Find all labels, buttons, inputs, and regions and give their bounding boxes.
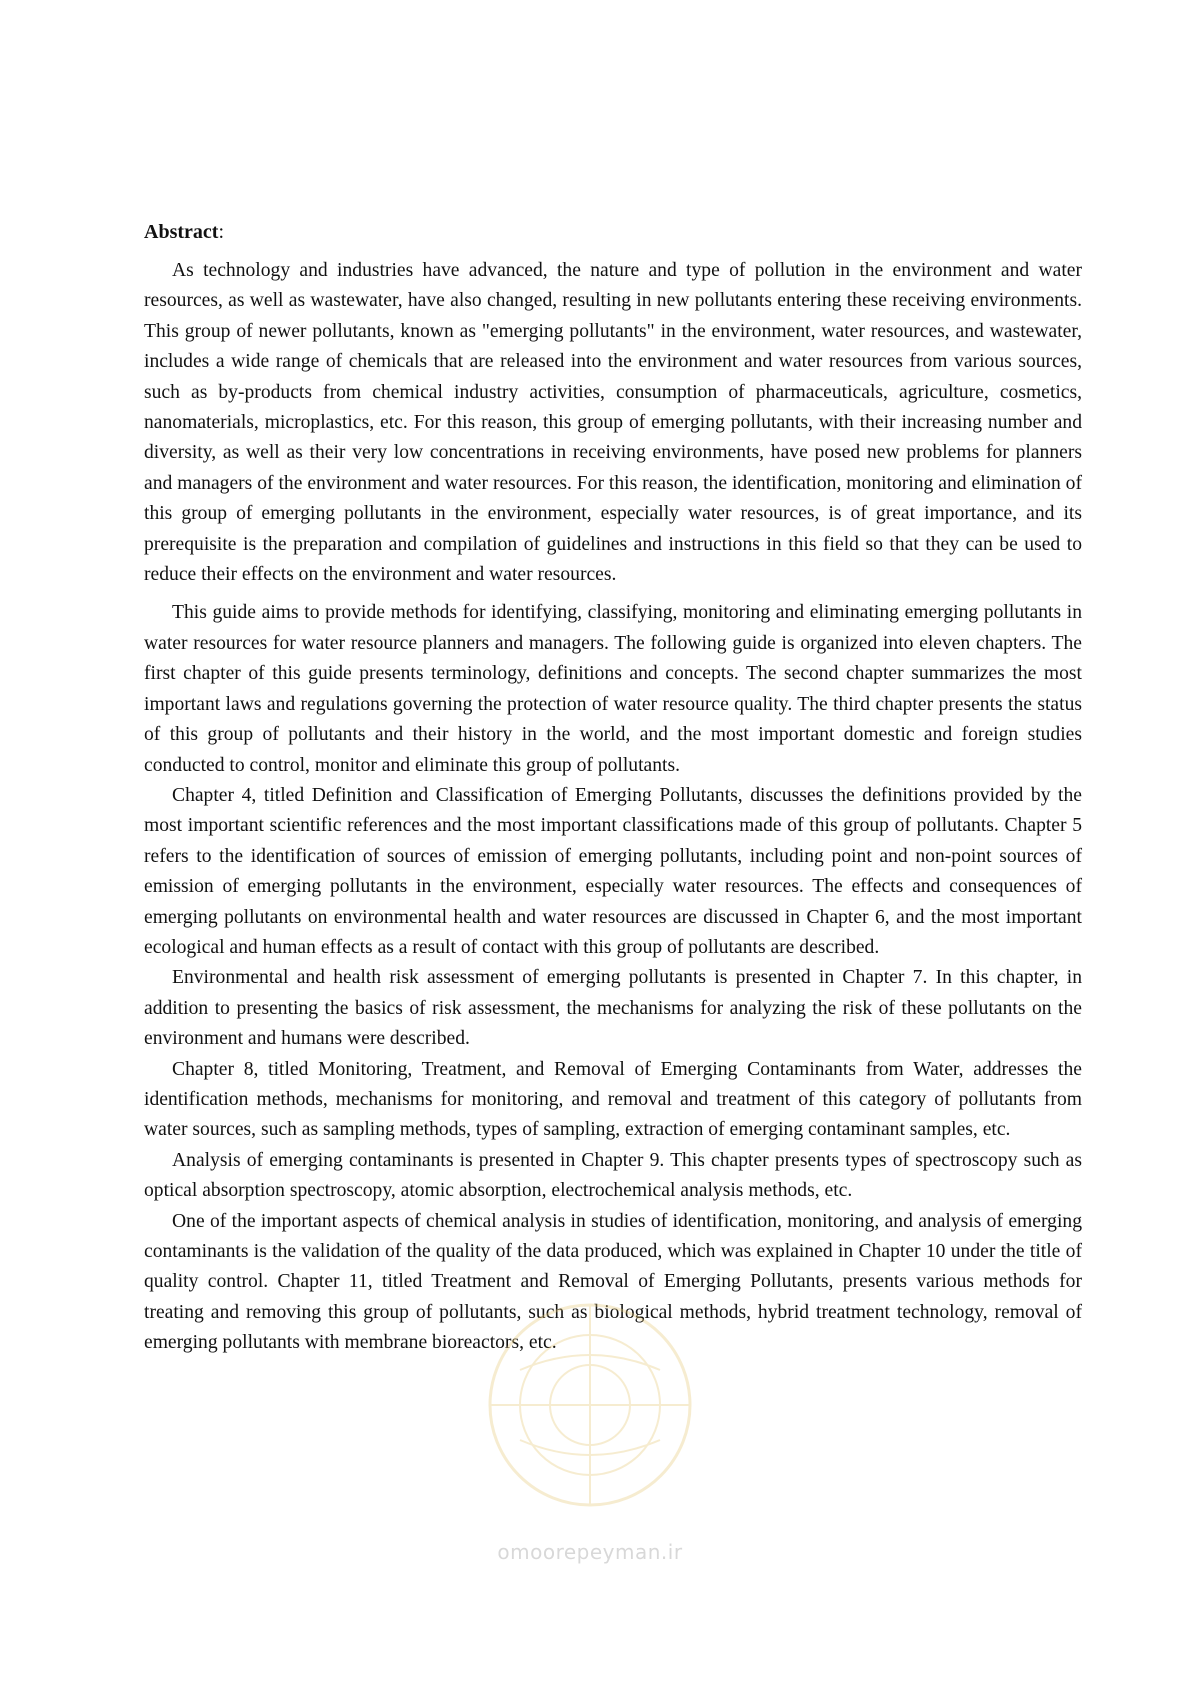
document-page	[144, 218, 1082, 1359]
heading-text: Abstract	[144, 221, 219, 243]
abstract-paragraph-1: As technology and industries have advanced, the nature and type of pollution in the environment and water resources, as well as wastewater, have also changed, resulting in new pollutants entering these receiving environments. This group of newer pollutants, known as "emerging pollutants" in the environment, water resources, and wastewater, includes a wide range of chemicals that are released into the environment and water resources from various sources, such as by-products from chemical industry activities, consumption of pharmaceuticals, agriculture, cosmetics, nanomaterials, microplastics, etc. For this reason, this group of emerging pollutants, with their increasing number and diversity, as well as their very low concentrations in receiving environments, have posed new problems for planners and managers of the environment and water resources. For this reason, the identification, monitoring and elimination of this group of emerging pollutants in the environment, especially water resources, is of great importance, and its prerequisite is the preparation and compilation of guidelines and instructions in this field so that they can be used to reduce their effects on the environment and water resources.	[144, 260, 1082, 586]
abstract-paragraph-7: One of the important aspects of chemical analysis in studies of identification, monitoring, and analysis of emerging contaminants is the validation of the quality of the data produced, which was explained in Chapter 10 under the title of quality control. Chapter 11, titled Treatment and Removal of Emerging Pollutants, presents various methods for treating and removing this group of pollutants, such as biological methods, hybrid treatment technology, removal of emerging pollutants with membrane bioreactors, etc.	[144, 1210, 1082, 1354]
watermark-text: omoorepeyman.ir	[497, 1540, 683, 1564]
abstract-paragraph-2: This guide aims to provide methods for identifying, classifying, monitoring and eliminating emerging pollutants in water resources for water resource planners and managers. The following guide is organized into eleven chapters. The first chapter of this guide presents terminology, definitions and concepts. The second chapter summarizes the most important laws and regulations governing the protection of water resource quality. The third chapter presents the status of this group of pollutants and their history in the world, and the most important domestic and foreign studies conducted to control, monitor and eliminate this group of pollutants.	[144, 602, 1082, 776]
abstract-paragraph-4: Environmental and health risk assessment of emerging pollutants is presented in Chapter 7. In this chapter, in addition to presenting the basics of risk assessment, the mechanisms for analyzing the risk of these pollutants on the environment and humans were described.	[144, 967, 1082, 1050]
heading-colon: :	[218, 221, 224, 243]
abstract-paragraph-3: Chapter 4, titled Definition and Classification of Emerging Pollutants, discusses the definitions provided by the most important scientific references and the most important classifications made of this group of pollutants. Chapter 5 refers to the identification of sources of emission of emerging pollutants, including point and non-point sources of emission of emerging pollutants in the environment, especially water resources. The effects and consequences of emerging pollutants on environmental health and water resources are discussed in Chapter 6, and the most important ecological and human effects as a result of contact with this group of pollutants are described.	[144, 784, 1082, 958]
abstract-paragraph-6: Analysis of emerging contaminants is presented in Chapter 9. This chapter presents types of spectroscopy such as optical absorption spectroscopy, atomic absorption, electrochemical analysis methods, etc.	[144, 1149, 1082, 1202]
abstract-paragraph-5: Chapter 8, titled Monitoring, Treatment, and Removal of Emerging Contaminants from Water, addresses the identification methods, mechanisms for monitoring, and removal and treatment of this category of pollutants from water sources, such as sampling methods, types of sampling, extraction of emerging contaminant samples, etc.	[144, 1058, 1082, 1141]
abstract-heading	[144, 218, 1082, 246]
